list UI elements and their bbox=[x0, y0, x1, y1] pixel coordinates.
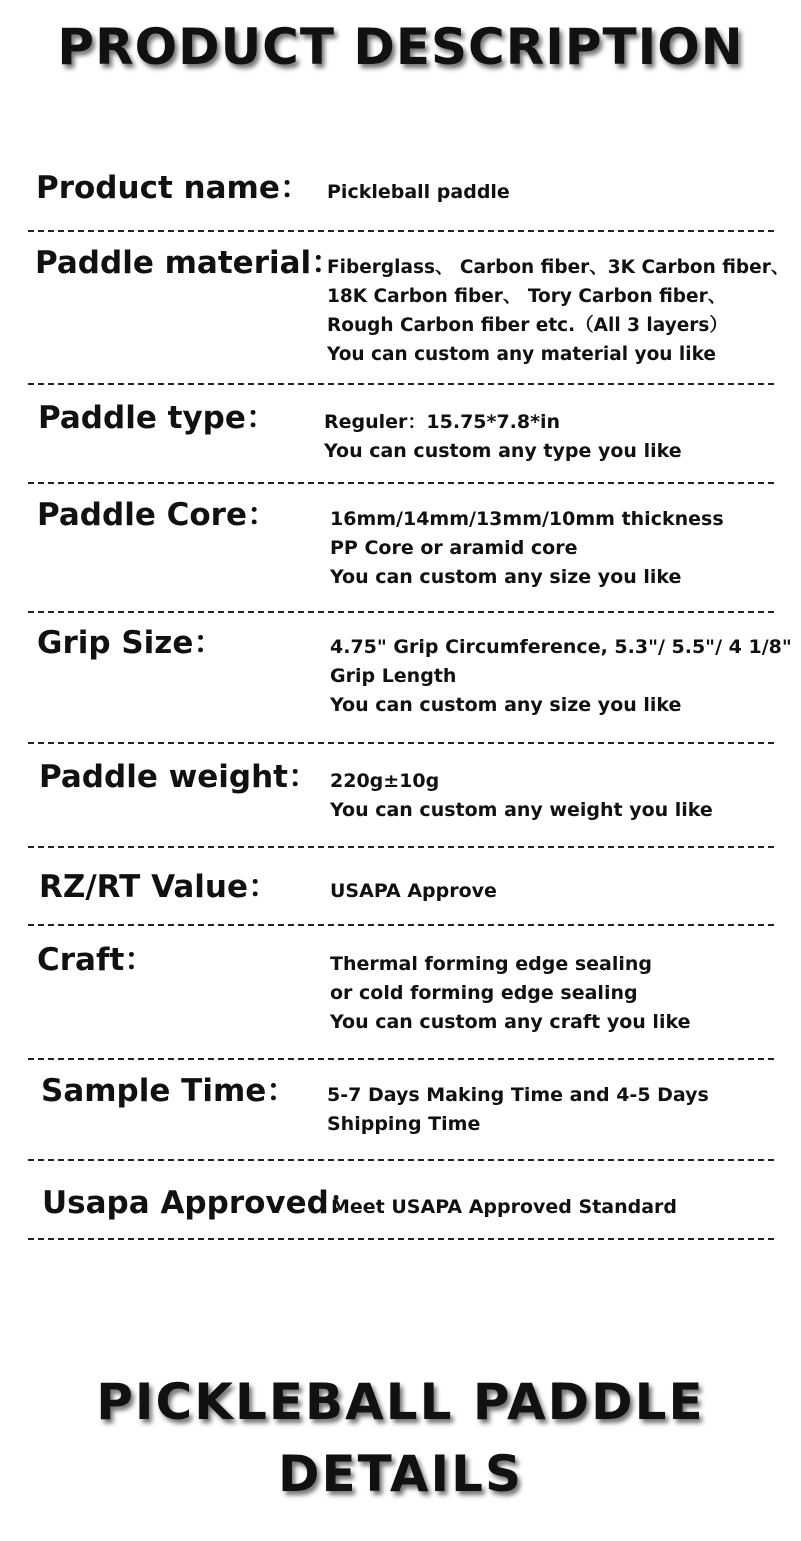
dashed-divider bbox=[28, 611, 774, 613]
dashed-divider bbox=[28, 846, 774, 848]
spec-label-paddle-core: Paddle Core： bbox=[37, 497, 278, 533]
spec-value-usapa-approved bbox=[331, 1193, 677, 1222]
spec-value-rz-rt-value bbox=[330, 877, 497, 906]
spec-label-product-name: Product name： bbox=[36, 170, 311, 206]
dashed-divider bbox=[28, 1159, 774, 1161]
spec-value-line: Pickleball paddle bbox=[327, 181, 510, 203]
spec-label-usapa-approved: Usapa Approved： bbox=[42, 1185, 360, 1221]
spec-value-craft bbox=[330, 950, 690, 1037]
spec-label-paddle-weight: Paddle weight： bbox=[39, 759, 319, 795]
spec-value-line: 18K Carbon fiber、 Tory Carbon fiber、 bbox=[327, 286, 727, 307]
spec-value-line: 4.75" Grip Circumference, 5.3"/ 5.5"/ 4 1/8" bbox=[330, 636, 792, 658]
dashed-divider bbox=[28, 742, 774, 744]
spec-value-line: Reguler：15.75*7.8*in bbox=[324, 411, 561, 433]
spec-value-line: USAPA Approve bbox=[330, 880, 497, 902]
spec-value-line: You can custom any weight you like bbox=[330, 799, 713, 821]
dashed-divider bbox=[28, 1058, 774, 1060]
spec-value-line: PP Core or aramid core bbox=[330, 537, 578, 559]
spec-value-line: You can custom any material you like bbox=[327, 344, 716, 365]
spec-value-paddle-material bbox=[327, 253, 789, 369]
spec-value-line: 16mm/14mm/13mm/10mm thickness bbox=[330, 508, 724, 530]
section-title-line-2: DETAILS bbox=[277, 1445, 524, 1503]
spec-value-line: Fiberglass、 Carbon fiber、3K Carbon fiber、 bbox=[327, 257, 790, 278]
section-title-line-1: PICKLEBALL PADDLE bbox=[96, 1373, 705, 1431]
spec-value-line: Rough Carbon fiber etc.（All 3 layers） bbox=[327, 315, 728, 336]
spec-value-grip-size bbox=[330, 633, 792, 720]
spec-value-line: Shipping Time bbox=[327, 1113, 481, 1135]
section-title bbox=[0, 1366, 801, 1510]
spec-label-sample-time: Sample Time： bbox=[41, 1073, 298, 1109]
spec-label-paddle-material: Paddle material： bbox=[35, 245, 343, 281]
spec-value-line: You can custom any size you like bbox=[330, 694, 682, 716]
spec-label-rz-rt-value: RZ/RT Value： bbox=[39, 869, 280, 905]
dashed-divider bbox=[28, 383, 774, 385]
spec-value-sample-time bbox=[327, 1081, 709, 1139]
spec-value-line: You can custom any craft you like bbox=[330, 1011, 691, 1033]
spec-value-product-name bbox=[327, 178, 510, 207]
dashed-divider bbox=[28, 924, 774, 926]
dashed-divider bbox=[28, 230, 774, 232]
spec-value-paddle-type bbox=[324, 408, 682, 466]
dashed-divider bbox=[28, 1238, 774, 1240]
spec-value-line: You can custom any size you like bbox=[330, 566, 682, 588]
dashed-divider bbox=[28, 482, 774, 484]
spec-label-grip-size: Grip Size： bbox=[37, 625, 225, 661]
spec-value-line: You can custom any type you like bbox=[324, 440, 682, 462]
spec-label-paddle-type: Paddle type： bbox=[38, 400, 277, 436]
spec-value-paddle-core bbox=[330, 505, 724, 592]
spec-value-line: 5-7 Days Making Time and 4-5 Days bbox=[327, 1084, 709, 1106]
spec-value-line: 220g±10g bbox=[330, 770, 440, 792]
spec-value-line: or cold forming edge sealing bbox=[330, 982, 638, 1004]
spec-label-craft: Craft： bbox=[37, 942, 156, 978]
spec-value-line: Meet USAPA Approved Standard bbox=[331, 1196, 678, 1218]
spec-value-line: Thermal forming edge sealing bbox=[330, 953, 652, 975]
spec-value-line: Grip Length bbox=[330, 665, 457, 687]
spec-value-paddle-weight bbox=[330, 767, 713, 825]
page-title: PRODUCT DESCRIPTION bbox=[57, 18, 744, 76]
